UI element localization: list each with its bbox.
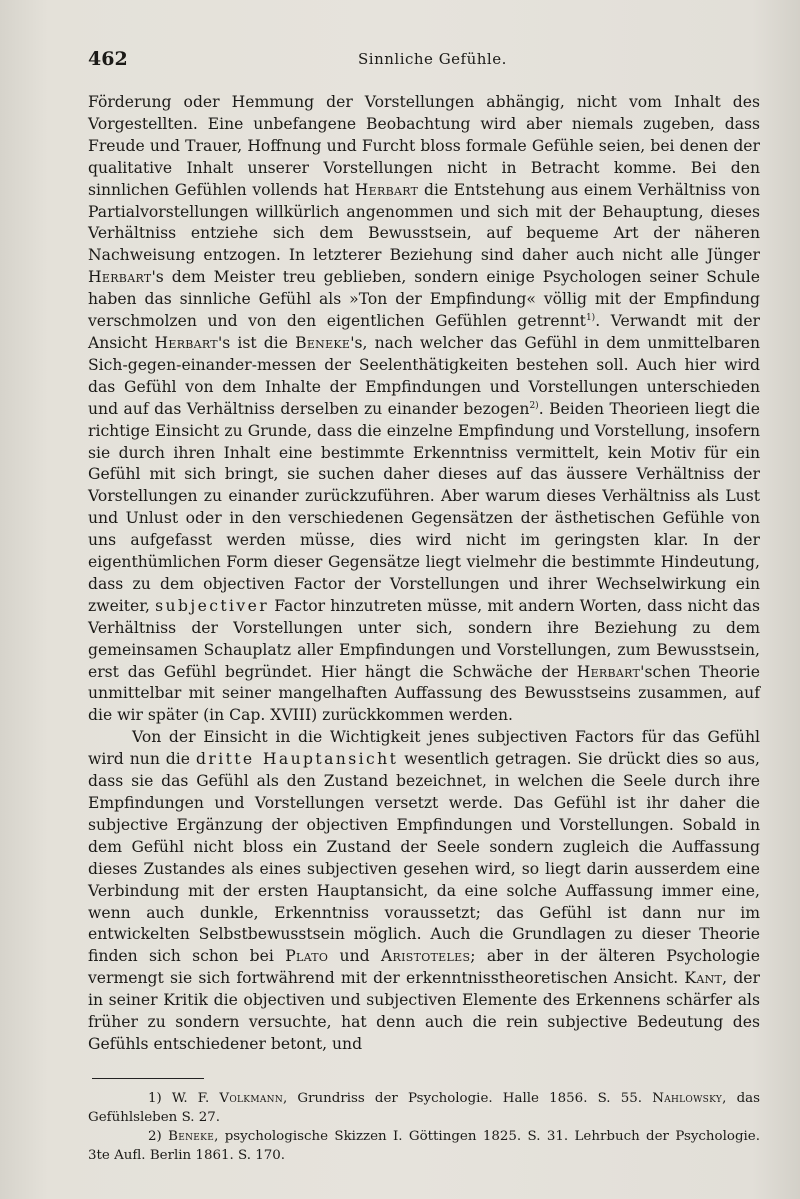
name-herbart: Herbart	[576, 662, 641, 681]
page-header	[88, 44, 760, 78]
footnote-rule	[92, 1078, 204, 1079]
name-volkmann: Volkmann	[219, 1090, 283, 1106]
name-herbart: Herbart	[154, 333, 218, 352]
name-aristoteles: Aristoteles	[380, 947, 471, 966]
name-herbart: Herbart	[354, 180, 419, 199]
emphasis-subjectiver: subjectiver	[155, 596, 270, 615]
running-title: Sinnliche Gefühle.	[358, 50, 507, 68]
body-text	[88, 92, 760, 1056]
footnote-ref-2: 2)	[529, 400, 539, 411]
paragraph-1: Förderung oder Hemmung der Vorstellungen abhängig, nicht vom Inhalt des Vorgestellten. Eine unbefangene Beobachtung wird aber niemals zugeben, dass Freude und Trauer, Hoffnung und Furcht bloss formale Gefühle seien, bei denen der qualitative Inhalt unserer Vorstellungen nicht in Betracht komme. Bei den sinnlichen Gefühlen vollends hat Herbart die Entstehung aus einem Verhältniss von Partialvorstellungen willkürlich angenommen und sich mit der Behauptung, dieses Verhältniss entziehe sich dem Bewusstsein, auf bequeme Art der näheren Nachweisung entzogen. In letzterer Beziehung sind daher auch nicht alle Jünger Herbart's dem Meister treu geblieben, sondern einige Psychologen seiner Schule haben das sinnliche Gefühl als »Ton der Empfindung« völlig mit der Empfindung verschmolzen und von den eigentlichen Gefühlen getrennt$^{1)}$. Verwandt mit der Ansicht Herbart's ist die Beneke's, nach welcher das Gefühl in dem unmittelbaren Sich-gegen-einander-messen der Seelenthätigkeiten bestehen soll. Auch hier wird das Gefühl von dem Inhalte der Empfindungen und Vorstellungen unterschieden und auf das Verhältniss derselben zu einander bezogen$^{2)}$. Beiden Theorieen liegt die richtige Einsicht zu Grunde, dass die einzelne Empfindung und Vorstellung, insofern sie durch ihren Inhalt eine bestimmte Erkenntniss vermittelt, kein Motiv für ein Gefühl mit sich bringt, sie suchen daher dieses auf das äussere Verhältniss der Vorstellungen zu einander zurückzuführen. Aber warum dieses Verhältniss als Lust und Unlust oder in den verschiedenen Gegensätzen der ästhetischen Gefühle von uns aufgefasst werden müsse, dies wird nicht im geringsten klar. In der eigenthümlichen Form dieser Gegensätze liegt vielmehr die bestimmte Hindeutung, dass zu dem objectiven Factor der Vorstellungen und ihrer Wechselwirkung ein zweiter, subjectiver Factor hinzutreten müsse, mit andern Worten, dass nicht das Verhältniss der Vorstellungen unter sich, sondern ihre Beziehung zu dem gemeinsamen Schauplatz aller Empfindungen und Vorstellungen, zum Bewusstsein, erst das Gefühl begründet. Hier hängt die Schwäche der Herbart'schen Theorie unmittelbar mit seiner mangelhaften Auffassung des Bewusstseins zusammen, auf die wir später (in Cap. XVIII) zurückkommen werden.	[88, 93, 761, 725]
name-kant: Kant	[684, 969, 723, 988]
emphasis-dritte-hauptansicht: dritte Hauptansicht	[195, 750, 399, 769]
footnote-1: 1) W. F. Volkmann, Grundriss der Psychologie. Halle 1856. S. 55. Nahlowsky, das Gefühlsleben S. 27.	[88, 1090, 761, 1125]
name-nahlowsky: Nahlowsky	[652, 1090, 723, 1106]
name-beneke: Beneke	[295, 333, 351, 352]
footnote-ref-1: 1)	[585, 312, 596, 323]
name-beneke: Beneke	[168, 1128, 215, 1144]
name-plato: Plato	[285, 947, 329, 966]
name-herbart: Herbart	[88, 268, 152, 287]
paragraph-2: Von der Einsicht in die Wichtigkeit jenes subjectiven Factors für das Gefühl wird nun die dritte Hauptansicht wesentlich getragen. Sie drückt dies so aus, dass sie das Gefühl als den Zustand bezeichnet, in welchen die Seele durch ihre Empfindungen und Vorstellungen versetzt werde. Das Gefühl ist ihr daher die subjective Ergänzung der objectiven Empfindungen und Vorstellungen. Sobald in dem Gefühl nicht bloss ein Zustand der Seele sondern zugleich die Auffassung dieses Zustandes als eines subjectiven gesehen wird, so liegt darin ausserdem eine Verbindung mit der ersten Hauptansicht, da eine solche Auffassung immer eine, wenn auch dunkle, Erkenntniss voraussetzt; das Gefühl ist dann nur im entwickelten Selbstbewusstsein möglich. Auch die Grundlagen zu dieser Theorie finden sich schon bei Plato und Aristoteles; aber in der älteren Psychologie vermengt sie sich fortwährend mit der erkenntnisstheoretischen Ansicht. Kant, der in seiner Kritik die objectiven und subjectiven Elemente des Erkennens schärfer als früher zu sondern versuchte, hat denn auch die rein subjective Bedeutung des Gefühls entschiedener betont, und	[88, 728, 761, 1053]
footnote-2: 2) Beneke, psychologische Skizzen I. Göttingen 1825. S. 31. Lehrbuch der Psychologie. 3te Aufl. Berlin 1861. S. 170.	[88, 1128, 760, 1163]
footnotes	[88, 1089, 760, 1165]
page-number: 462	[88, 48, 128, 70]
